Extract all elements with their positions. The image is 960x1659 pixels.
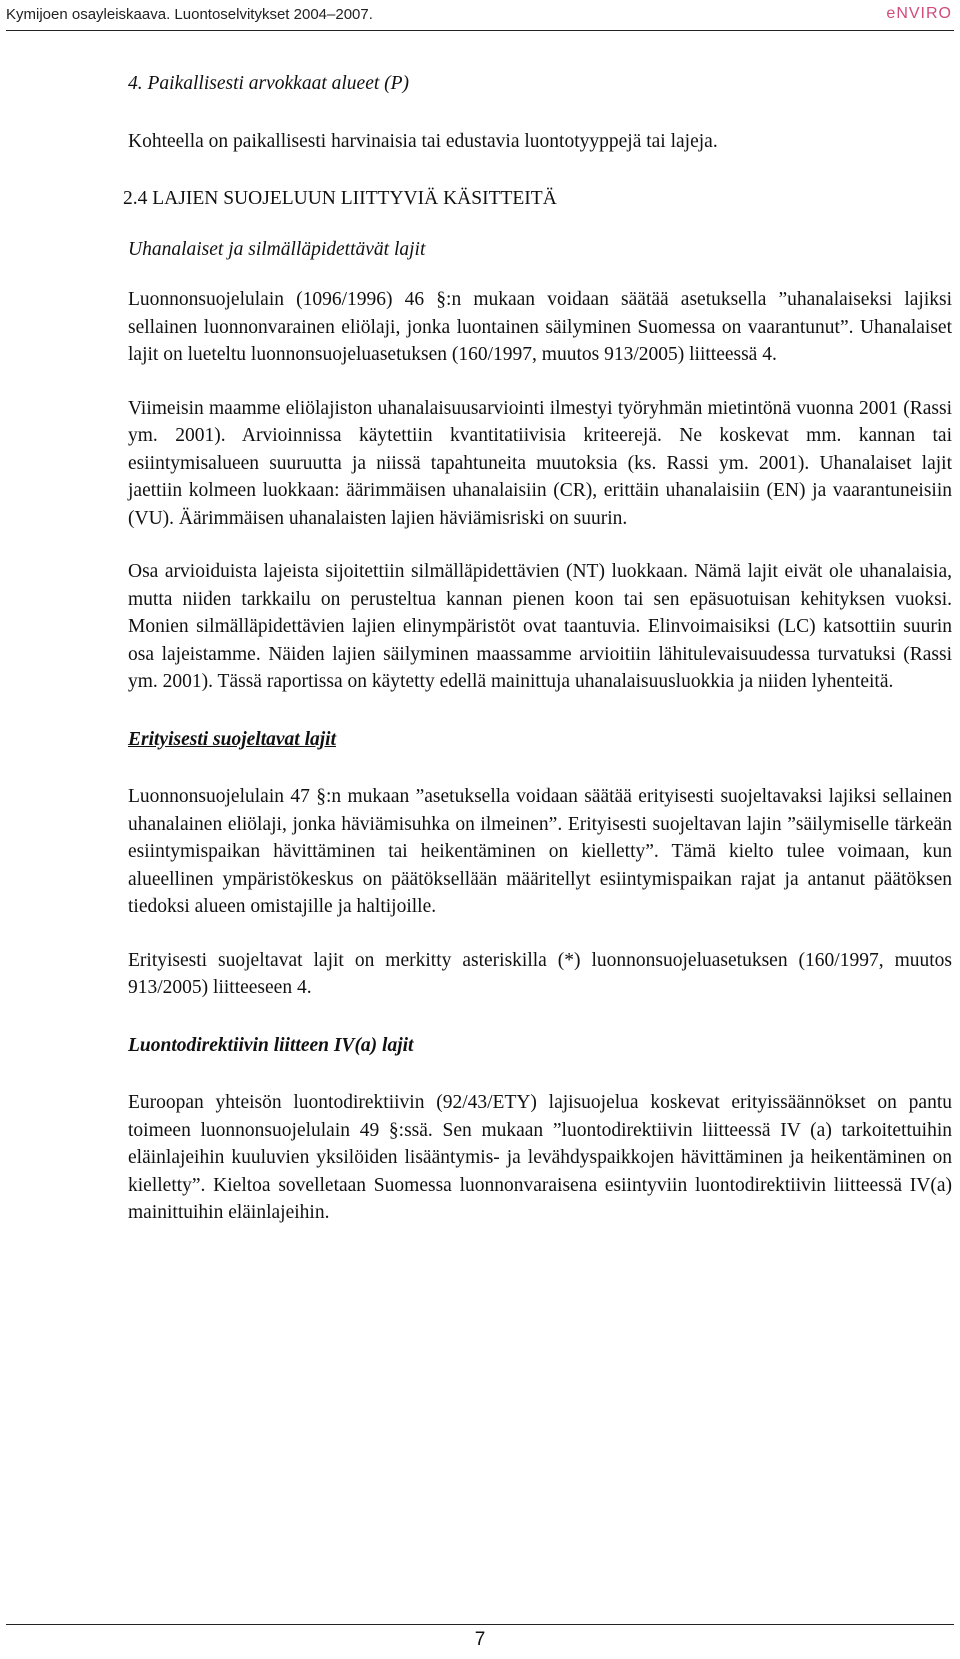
- item4-text: Kohteella on paikallisesti harvinaisia tai edustavia luontotyyppejä tai lajeja.: [128, 130, 718, 152]
- header-title: Kymijoen osayleiskaava. Luontoselvitykset 2004–2007.: [6, 6, 373, 23]
- page-content: [123, 70, 952, 1227]
- paragraph-3: Osa arvioiduista lajeista sijoitettiin silmälläpidettävien (NT) luokkaan. Nämä lajit eivät ole uhanalaisia, mutta niiden tarkkailu on perusteltua kannan pienen koon tai sen epäsuotuisan kehityksen vuoksi. Monien silmälläpidettävien lajien elinympäristöt ovat taantuvia. Elinvoimaisiksi (LC) katsottiin suurin osa lajeistamme. Näiden lajien säilyminen maassamme arvioitiin lähitulevaisuudessa turvatuksi (Rassi ym. 2001). Tässä raportissa on käytetty edellä mainittuja uhanalaisuusluokkia ja niiden lyhenteitä.: [128, 561, 952, 692]
- paragraph-5: Erityisesti suojeltavat lajit on merkitty asteriskilla (*) luonnonsuojeluasetuksen (160/1997, muutos 913/2005) liitteeseen 4.: [128, 949, 952, 998]
- paragraph-6: Euroopan yhteisön luontodirektiivin (92/43/ETY) lajisuojelua koskevat erityissäännökset on pantu toimeen luonnonsuojelulain 49 §:ssä. Sen mukaan ”luontodirektiivin liitteessä IV (a) tarkoitettuihin eläinlajeihin kuuluvien yksilöiden lisääntymis- ja levähdyspaikkojen hävittäminen ja heikentäminen on kielletty”. Kieltoa sovelletaan Suomessa luonnonvaraisena esiintyviin luontodirektiivin liitteessä IV(a) mainittuihin eläinlajeihin.: [128, 1092, 952, 1223]
- page-header: [6, 0, 954, 31]
- section-heading: 2.4 LAJIEN SUOJELUUN LIITTYVIÄ KÄSITTEITÄ: [123, 188, 557, 209]
- subheading-threatened-species: Uhanalaiset ja silmälläpidettävät lajit: [128, 238, 426, 260]
- footer-rule: [6, 1624, 954, 1625]
- paragraph-4: Luonnonsuojelulain 47 §:n mukaan ”asetuksella voidaan säätää erityisesti suojeltavaksi lajiksi sellainen uhanalainen eliölaji, jonka häviämisuhka on ilmeinen”. Erityisesti suojeltavan lajin ”säilymiselle tärkeän esiintymispaikan hävittäminen tai heikentäminen on kielletty”. Tämä kielto tulee voimaan, kun alueellinen ympäristökeskus on päätöksellään määritellyt esiintymispaikan rajat ja antanut päätöksen tiedoksi alueen omistajille ja haltijoille.: [128, 786, 952, 917]
- subheading-habitats-directive: Luontodirektiivin liitteen IV(a) lajit: [128, 1034, 414, 1056]
- subheading-specially-protected: Erityisesti suojeltavat lajit: [128, 728, 337, 750]
- paragraph-1: Luonnonsuojelulain (1096/1996) 46 §:n mukaan voidaan säätää asetuksella ”uhanalaiseksi lajiksi sellainen luonnonvarainen eliölaji, jonka luontainen säilyminen Suomessa on vaarantunut”. Uhanalaiset lajit on lueteltu luonnonsuojeluasetuksen (160/1997, muutos 913/2005) liitteessä 4.: [128, 289, 952, 365]
- enviro-logo: eNVIRO: [886, 5, 952, 22]
- paragraph-2: Viimeisin maamme eliölajiston uhanalaisuusarviointi ilmestyi työryhmän mietintönä vuonna 2001 (Rassi ym. 2001). Arvioinnissa käytettiin kvantitatiivisia kriteerejä. Ne koskevat mm. kannan tai esiintymisalueen suuruutta ja niissä tapahtuneita muutoksia (ks. Rassi ym. 2001). Uhanalaiset lajit jaettiin kolmeen luokkaan: äärimmäisen uhanalaisiin (CR), erittäin uhanalaisiin (EN) ja vaarantuneisiin (VU). Äärimmäisen uhanalaisten lajien häviämisriski on suurin.: [128, 397, 952, 529]
- page-number: 7: [474, 1629, 486, 1650]
- item4-heading: 4. Paikallisesti arvokkaat alueet (P): [128, 73, 410, 94]
